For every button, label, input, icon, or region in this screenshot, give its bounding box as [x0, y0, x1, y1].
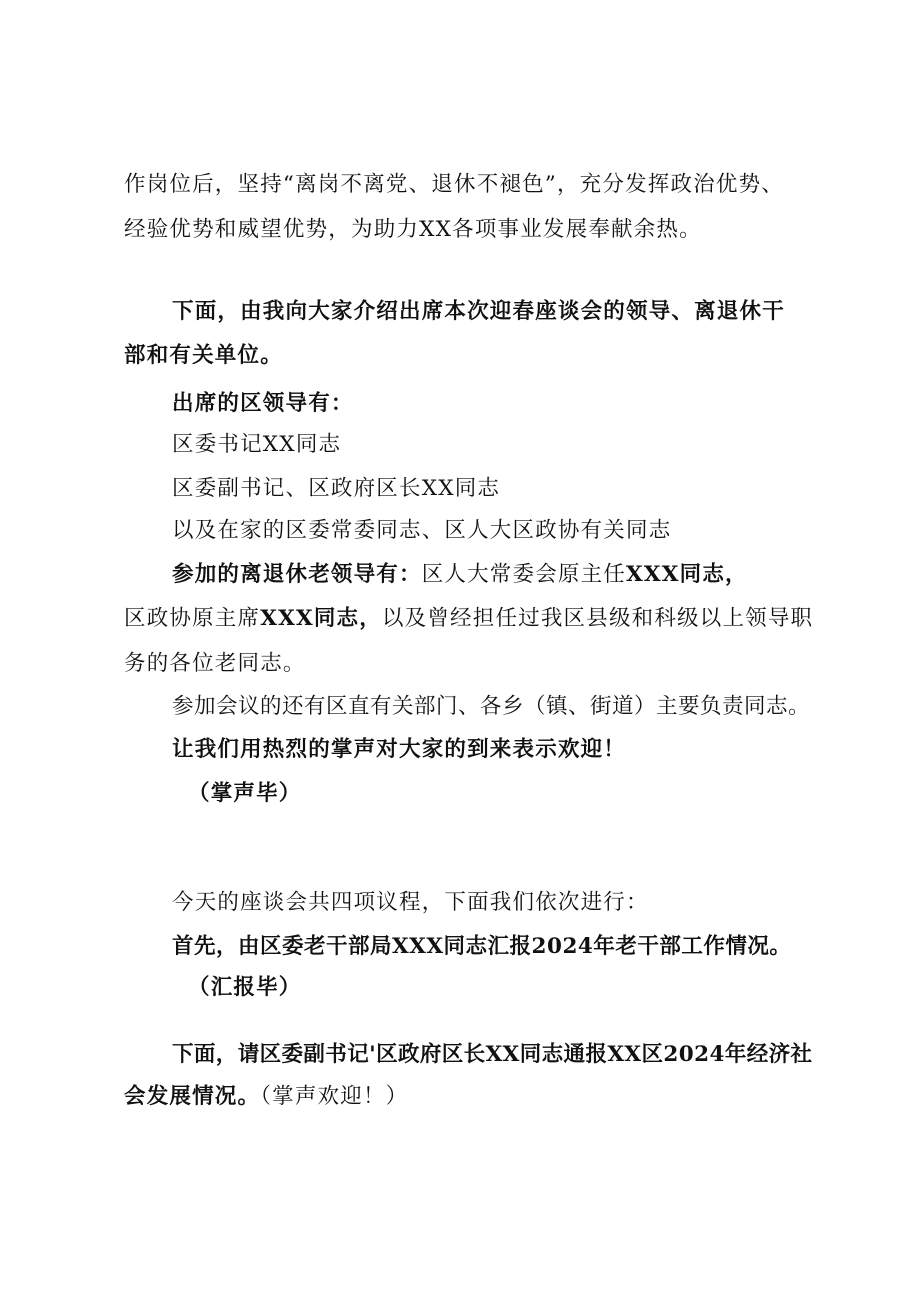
paragraph-1-line-1: 作岗位后，坚持“离岗不离党、退休不褪色”，充分发挥政治优势、: [124, 172, 784, 197]
retired-leader-2-title: 区政协原主席: [124, 606, 261, 631]
last-paragraph-text: 会发展情况。: [124, 1084, 261, 1109]
applause-welcome: （掌声欢迎！）: [260, 1084, 409, 1109]
last-paragraph-line-1: 下面，请区委副书记'区政府区长XX同志通报XX区2024年经济社: [172, 1042, 813, 1067]
leader-1: 区委书记XX同志: [172, 432, 342, 457]
retired-leader-1-name: XXX同志，: [626, 562, 748, 587]
retired-leaders-line-3: 务的各位老同志。: [124, 651, 306, 676]
agenda-intro: 今天的座谈会共四项议程，下面我们依次进行：: [172, 890, 649, 915]
welcome-line: 让我们用热烈的掌声对大家的到来表示欢迎！: [172, 737, 627, 762]
applause-end: （掌声毕）: [188, 781, 302, 806]
intro-paragraph-line-2: 部和有关单位。: [124, 343, 283, 368]
retired-leaders-others: 以及曾经担任过我区县级和科级以上领导职: [381, 606, 814, 631]
retired-leaders-line-2: [124, 605, 813, 633]
leader-3: 以及在家的区委常委同志、区人大区政协有关同志: [172, 518, 672, 543]
paragraph-1-line-2: 经验优势和威望优势，为助力XX各项事业发展奉献余热。: [124, 217, 702, 242]
retired-leader-1-title: 区人大常委会原主任: [421, 562, 627, 587]
last-paragraph-line-2: [124, 1083, 408, 1111]
intro-paragraph-line-1: 下面，由我向大家介绍出席本次迎春座谈会的领导、离退休干: [172, 299, 785, 324]
retired-leaders-label: 参加的离退休老领导有：: [172, 562, 422, 587]
retired-leader-2-name: XXX同志，: [260, 606, 382, 631]
retired-leaders-line-1: [172, 561, 748, 589]
agenda-first-item: 首先，由区委老干部局XXX同志汇报2024年老干部工作情况。: [172, 934, 792, 959]
leader-2: 区委副书记、区政府区长XX同志: [172, 476, 501, 501]
leaders-heading: 出席的区领导有：: [172, 391, 354, 416]
report-end: （汇报毕）: [188, 975, 302, 1000]
also-attending: 参加会议的还有区直有关部门、各乡（镇、街道）主要负责同志。: [172, 694, 811, 719]
